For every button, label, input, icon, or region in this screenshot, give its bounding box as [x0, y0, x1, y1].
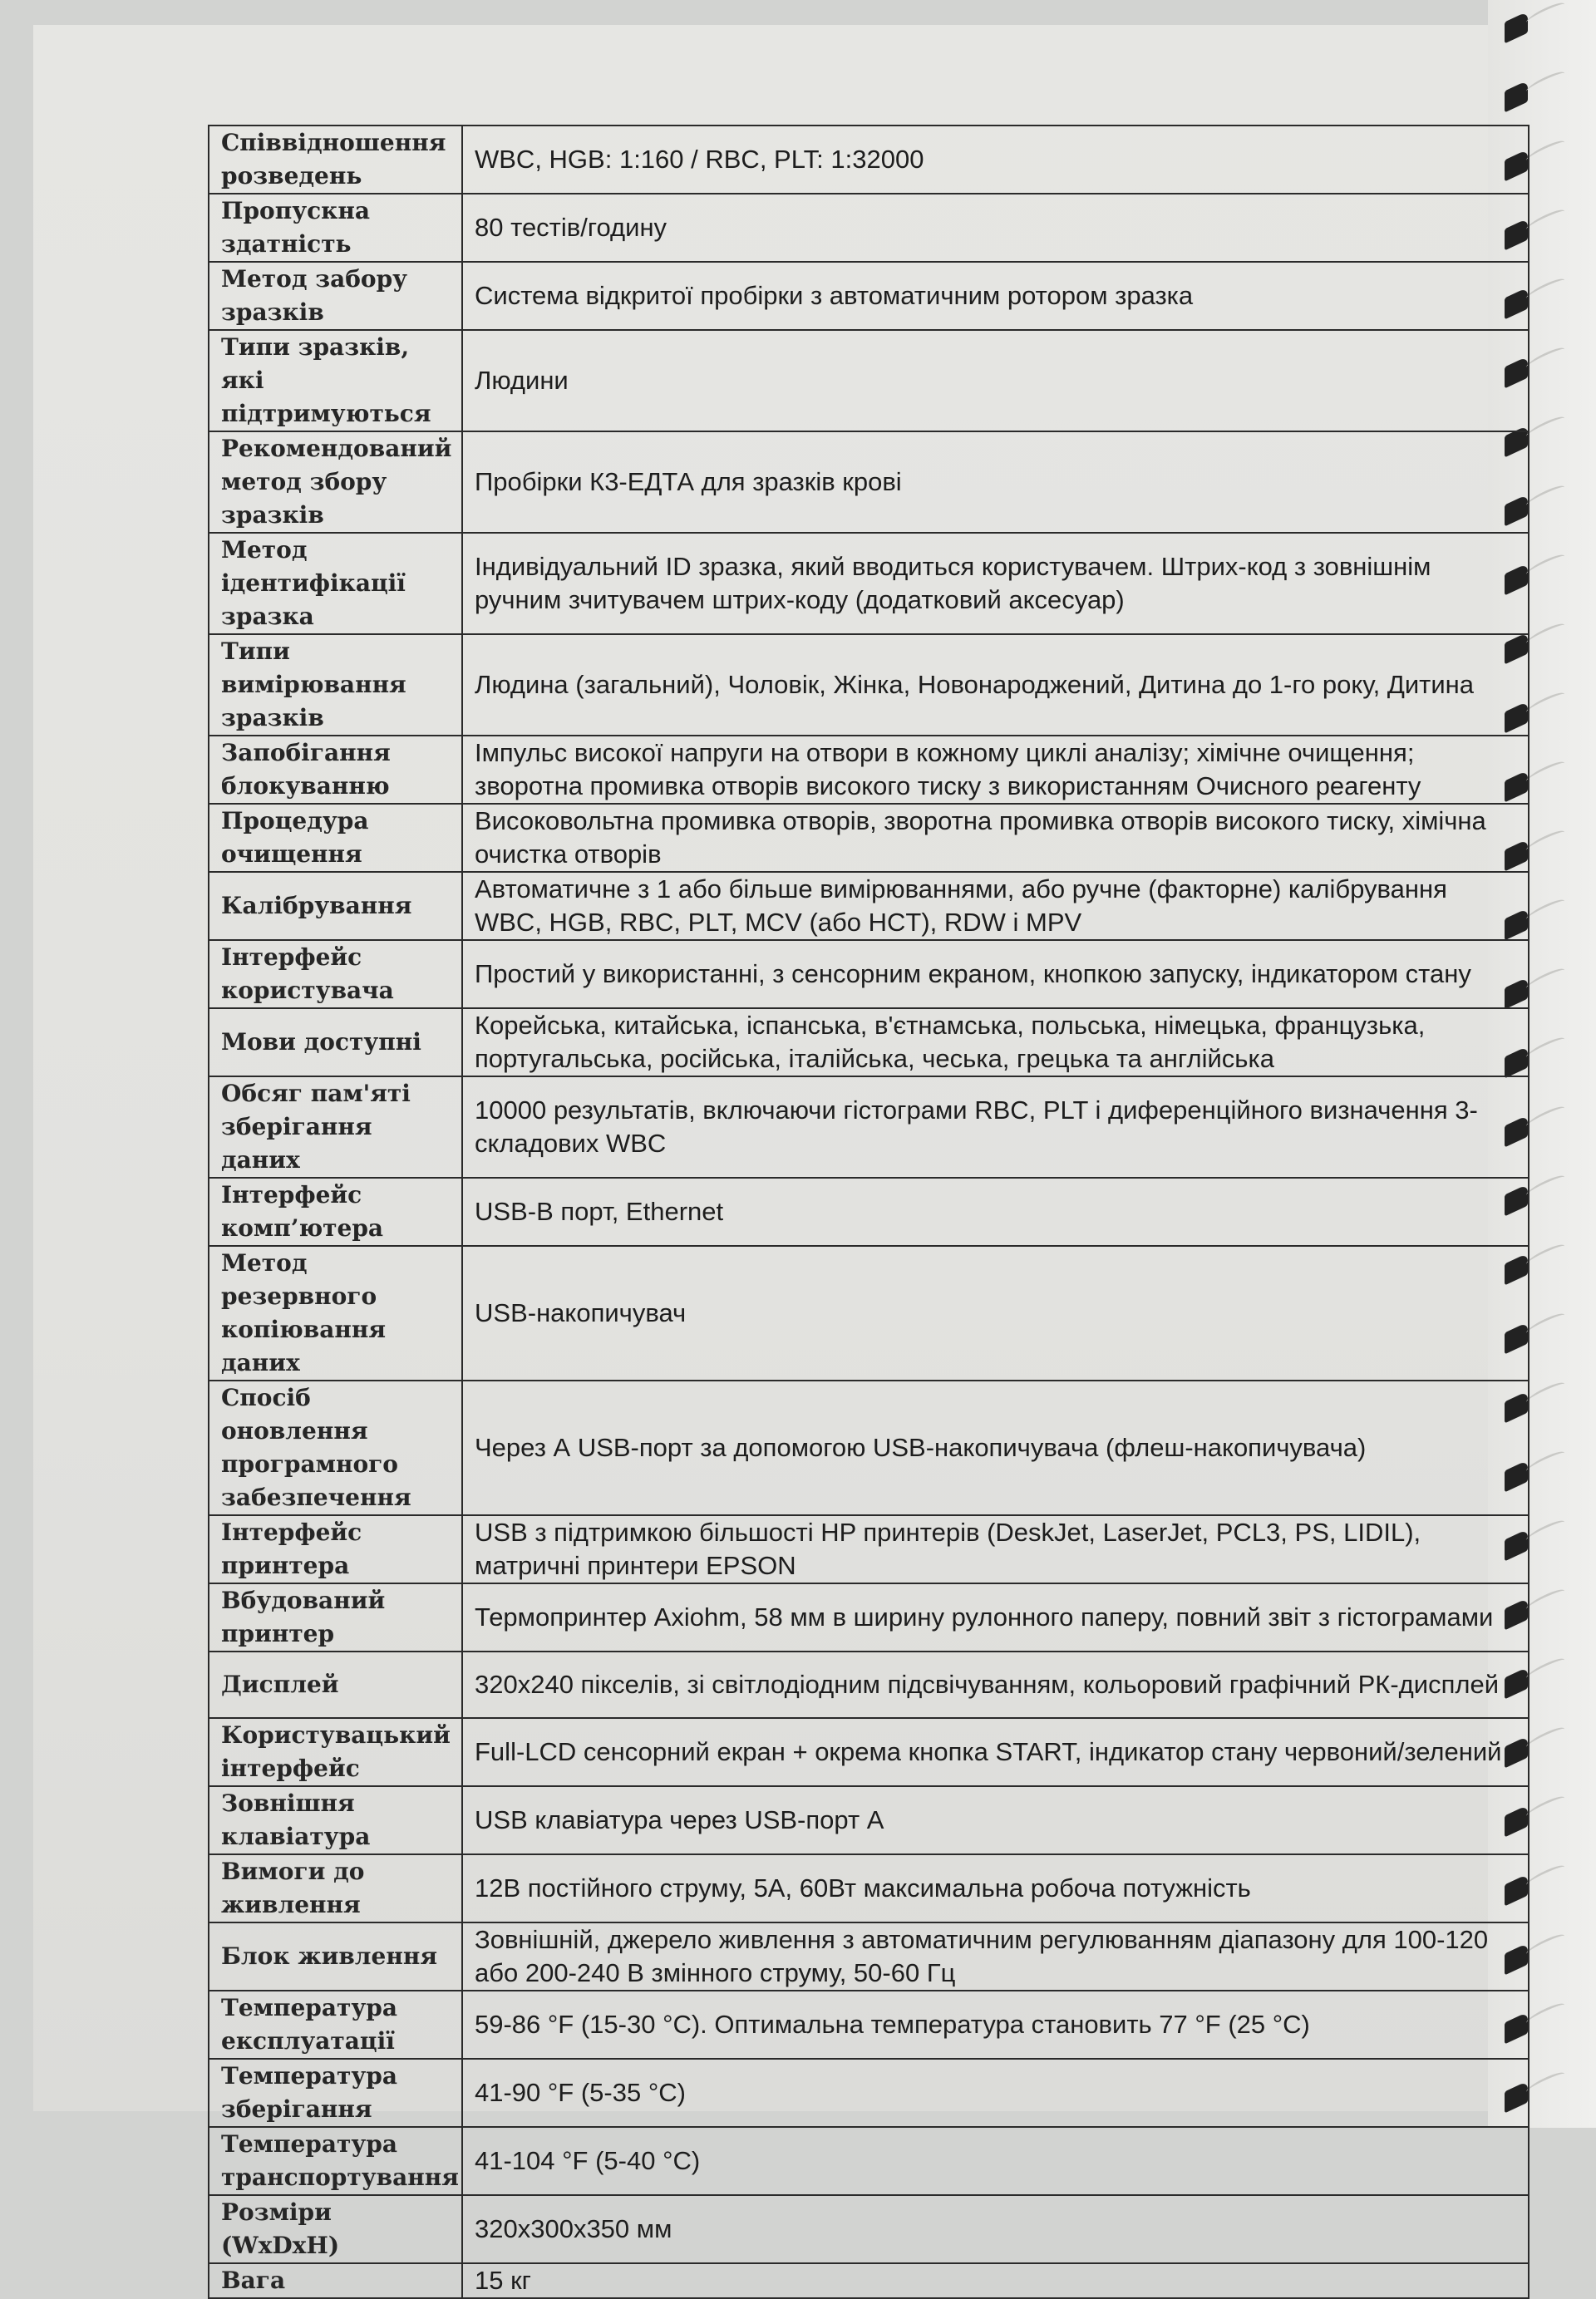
table-row — [209, 2059, 1529, 2127]
spiral-coil — [1505, 80, 1528, 112]
table-row — [209, 1718, 1529, 1786]
spec-label: Вимоги до живлення — [209, 1854, 462, 1922]
table-row — [209, 1076, 1529, 1178]
spec-label: Користувацький інтерфейс — [209, 1718, 462, 1786]
spec-value: Термопринтер Axiohm, 58 мм в ширину рулонного паперу, повний звіт з гістограмами — [462, 1583, 1529, 1652]
spec-label: Температура експлуатації — [209, 1991, 462, 2059]
spec-value: 59-86 °F (15-30 °C). Оптимальна температура становить 77 °F (25 °C) — [462, 1991, 1529, 2059]
spec-label: Пропускна здатність — [209, 194, 462, 262]
spec-sheet — [208, 125, 1530, 2295]
spec-value: Автоматичне з 1 або більше вимірюваннями, або ручне (факторне) калібрування WBC, HGB, RBC, PLT, MCV (або HCT), RDW і MPV — [462, 872, 1529, 940]
spec-label: Мови доступні — [209, 1008, 462, 1076]
spec-label: Вага — [209, 2263, 462, 2298]
table-row — [209, 1652, 1529, 1718]
table-row — [209, 1008, 1529, 1076]
spec-value: 10000 результатів, включаючи гістограми RBC, PLT і диференційного визначення 3-складових WBC — [462, 1076, 1529, 1178]
table-row — [209, 1786, 1529, 1854]
spec-label: Зовнішня клавіатура — [209, 1786, 462, 1854]
spec-value: Простий у використанні, з сенсорним екраном, кнопкою запуску, індикатором стану — [462, 940, 1529, 1008]
table-row — [209, 2127, 1529, 2195]
spiral-coil — [1505, 11, 1528, 43]
spec-value: 12В постійного струму, 5А, 60Вт максимальна робоча потужність — [462, 1854, 1529, 1922]
spec-label: Типи зразків, які підтримуються — [209, 330, 462, 431]
table-row — [209, 1178, 1529, 1246]
spec-label: Метод ідентифікації зразка — [209, 533, 462, 634]
table-row — [209, 126, 1529, 194]
spec-label: Типи вимірювання зразків — [209, 634, 462, 736]
table-row — [209, 533, 1529, 634]
table-row — [209, 634, 1529, 736]
table-row — [209, 2263, 1529, 2298]
spec-value: 80 тестів/годину — [462, 194, 1529, 262]
spec-label: Співвідношення розведень — [209, 126, 462, 194]
specifications-table-body — [209, 126, 1529, 2298]
table-row — [209, 872, 1529, 940]
table-row — [209, 1991, 1529, 2059]
table-row — [209, 1246, 1529, 1381]
table-row — [209, 194, 1529, 262]
spec-value: 15 кг — [462, 2263, 1529, 2298]
spec-value: Система відкритої пробірки з автоматичним ротором зразка — [462, 262, 1529, 330]
specifications-table — [208, 125, 1530, 2299]
spec-value: USB-накопичувач — [462, 1246, 1529, 1381]
spec-value: USB-B порт, Ethernet — [462, 1178, 1529, 1246]
spec-label: Спосіб оновлення програмного забезпечення — [209, 1381, 462, 1515]
spec-value: Зовнішній, джерело живлення з автоматичним регулюванням діапазону для 100-120 або 200-240 В змінного струму, 50-60 Гц — [462, 1922, 1529, 1991]
spec-value: Full-LCD сенсорний екран + окрема кнопка START, індикатор стану червоний/зелений — [462, 1718, 1529, 1786]
spec-value: Пробірки К3-ЕДТА для зразків крові — [462, 431, 1529, 533]
spec-label: Процедура очищення — [209, 804, 462, 872]
spec-value: Корейська, китайська, іспанська, в'єтнамська, польська, німецька, французька, португальська, російська, італійська, чеська, грецька та англійська — [462, 1008, 1529, 1076]
spec-value: 320x240 пікселів, зі світлодіодним підсвічуванням, кольоровий графічний РК-дисплей — [462, 1652, 1529, 1718]
spec-label: Температура зберігання — [209, 2059, 462, 2127]
table-row — [209, 262, 1529, 330]
spec-label: Блок живлення — [209, 1922, 462, 1991]
spec-value: 41-104 °F (5-40 °C) — [462, 2127, 1529, 2195]
spec-label: Інтерфейс користувача — [209, 940, 462, 1008]
spec-label: Температура транспортування — [209, 2127, 462, 2195]
spec-value: USB клавіатура через USB-порт А — [462, 1786, 1529, 1854]
spec-label: Рекомендований метод збору зразків — [209, 431, 462, 533]
table-row — [209, 1515, 1529, 1583]
table-row — [209, 804, 1529, 872]
table-row — [209, 1381, 1529, 1515]
table-row — [209, 330, 1529, 431]
spec-value: WBC, HGB: 1:160 / RBC, PLT: 1:32000 — [462, 126, 1529, 194]
spec-label: Розміри (WxDxH) — [209, 2195, 462, 2263]
spec-label: Метод забору зразків — [209, 262, 462, 330]
table-row — [209, 2195, 1529, 2263]
spec-value: 41-90 °F (5-35 °C) — [462, 2059, 1529, 2127]
table-row — [209, 1922, 1529, 1991]
table-row — [209, 1583, 1529, 1652]
spec-value: Людини — [462, 330, 1529, 431]
table-row — [209, 1854, 1529, 1922]
spec-value: 320x300x350 мм — [462, 2195, 1529, 2263]
table-row — [209, 736, 1529, 804]
spec-value: Високовольтна промивка отворів, зворотна промивка отворів високого тиску, хімічна очистка отворів — [462, 804, 1529, 872]
spec-label: Інтерфейс принтера — [209, 1515, 462, 1583]
spec-label: Калібрування — [209, 872, 462, 940]
table-row — [209, 940, 1529, 1008]
spec-label: Обсяг пам'яті зберігання даних — [209, 1076, 462, 1178]
spec-value: Людина (загальний), Чоловік, Жінка, Новонароджений, Дитина до 1-го року, Дитина — [462, 634, 1529, 736]
spec-label: Інтерфейс комп’ютера — [209, 1178, 462, 1246]
spec-label: Запобігання блокуванню — [209, 736, 462, 804]
spec-label: Вбудований принтер — [209, 1583, 462, 1652]
spec-value: Через А USB-порт за допомогою USB-накопичувача (флеш-накопичувача) — [462, 1381, 1529, 1515]
spec-label: Метод резервного копіювання даних — [209, 1246, 462, 1381]
spec-value: Індивідуальний ID зразка, який вводиться користувачем. Штрих-код з зовнішнім ручним зчитувачем штрих-коду (додатковий аксесуар) — [462, 533, 1529, 634]
spec-value: Імпульс високої напруги на отвори в кожному циклі аналізу; хімічне очищення; зворотна промивка отворів високого тиску з використанням Очисного реагенту — [462, 736, 1529, 804]
spec-label: Дисплей — [209, 1652, 462, 1718]
spec-value: USB з підтримкою більшості HP принтерів (DeskJet, LaserJet, PCL3, PS, LIDIL), матричні принтери EPSON — [462, 1515, 1529, 1583]
table-row — [209, 431, 1529, 533]
